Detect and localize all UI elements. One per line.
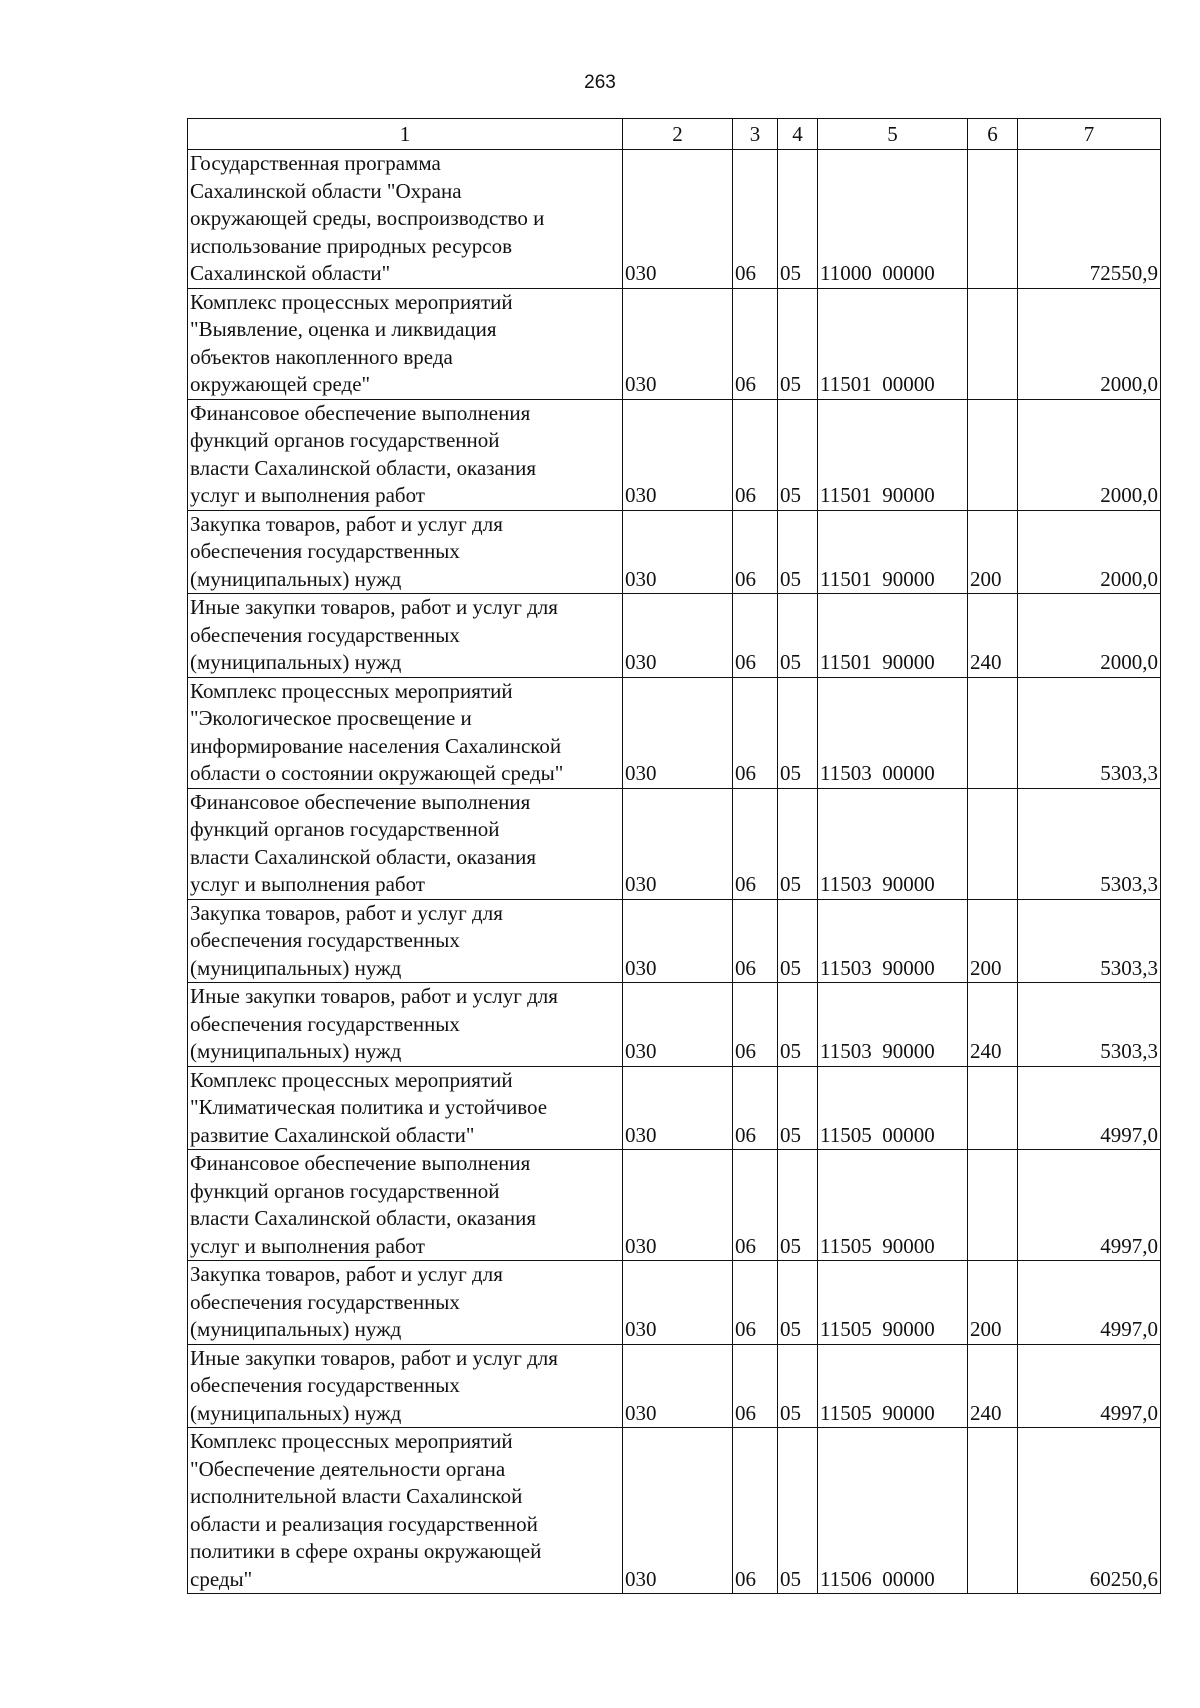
column-header: 3 bbox=[733, 119, 778, 150]
table-row bbox=[188, 399, 1161, 510]
ministry-code-cell: 030 bbox=[623, 788, 733, 899]
row-name-cell: Комплекс процессных мероприятий "Выявление, оценка и ликвидация объектов накопленного вреда окружающей среде" bbox=[188, 288, 623, 399]
expense-type-cell: 240 bbox=[968, 983, 1018, 1067]
row-name-cell: Комплекс процессных мероприятий "Климатическая политика и устойчивое развитие Сахалинской области" bbox=[188, 1066, 623, 1150]
section-code-cell: 06 bbox=[733, 1261, 778, 1345]
ministry-code-cell: 030 bbox=[623, 150, 733, 289]
amount-cell: 2000,0 bbox=[1018, 288, 1161, 399]
column-header: 2 bbox=[623, 119, 733, 150]
ministry-code-cell: 030 bbox=[623, 399, 733, 510]
table-row bbox=[188, 150, 1161, 289]
section-code-cell: 06 bbox=[733, 510, 778, 594]
section-code-cell: 06 bbox=[733, 899, 778, 983]
expense-type-cell bbox=[968, 1150, 1018, 1261]
ministry-code-cell: 030 bbox=[623, 1344, 733, 1428]
row-name-cell: Финансовое обеспечение выполнения функций органов государственной власти Сахалинской области, оказания услуг и выполнения работ bbox=[188, 788, 623, 899]
amount-cell: 2000,0 bbox=[1018, 510, 1161, 594]
row-name-cell: Закупка товаров, работ и услуг для обеспечения государственных (муниципальных) нужд bbox=[188, 1261, 623, 1345]
subsection-code-cell: 05 bbox=[778, 677, 818, 788]
expense-type-cell bbox=[968, 288, 1018, 399]
table-row bbox=[188, 1261, 1161, 1345]
expense-type-cell: 200 bbox=[968, 510, 1018, 594]
section-code-cell: 06 bbox=[733, 788, 778, 899]
section-code-cell: 06 bbox=[733, 1150, 778, 1261]
amount-cell: 5303,3 bbox=[1018, 899, 1161, 983]
ministry-code-cell: 030 bbox=[623, 677, 733, 788]
target-article-cell: 11503 90000 bbox=[818, 788, 968, 899]
subsection-code-cell: 05 bbox=[778, 1261, 818, 1345]
table-header-row bbox=[188, 119, 1161, 150]
target-article-cell: 11000 00000 bbox=[818, 150, 968, 289]
subsection-code-cell: 05 bbox=[778, 1428, 818, 1594]
expense-type-cell: 200 bbox=[968, 1261, 1018, 1345]
ministry-code-cell: 030 bbox=[623, 510, 733, 594]
amount-cell: 4997,0 bbox=[1018, 1066, 1161, 1150]
target-article-cell: 11505 00000 bbox=[818, 1066, 968, 1150]
subsection-code-cell: 05 bbox=[778, 510, 818, 594]
subsection-code-cell: 05 bbox=[778, 788, 818, 899]
target-article-cell: 11505 90000 bbox=[818, 1344, 968, 1428]
expense-type-cell: 240 bbox=[968, 1344, 1018, 1428]
target-article-cell: 11501 90000 bbox=[818, 399, 968, 510]
target-article-cell: 11501 90000 bbox=[818, 510, 968, 594]
budget-table bbox=[187, 118, 1161, 1594]
target-article-cell: 11505 90000 bbox=[818, 1150, 968, 1261]
amount-cell: 4997,0 bbox=[1018, 1150, 1161, 1261]
table-row bbox=[188, 1428, 1161, 1594]
row-name-cell: Иные закупки товаров, работ и услуг для обеспечения государственных (муниципальных) нужд bbox=[188, 983, 623, 1067]
section-code-cell: 06 bbox=[733, 1066, 778, 1150]
table-row bbox=[188, 788, 1161, 899]
row-name-cell: Государственная программа Сахалинской области "Охрана окружающей среды, воспроизводство и использование природных ресурсов Сахалинской области" bbox=[188, 150, 623, 289]
amount-cell: 5303,3 bbox=[1018, 788, 1161, 899]
expense-type-cell bbox=[968, 1066, 1018, 1150]
ministry-code-cell: 030 bbox=[623, 899, 733, 983]
row-name-cell: Закупка товаров, работ и услуг для обеспечения государственных (муниципальных) нужд bbox=[188, 899, 623, 983]
subsection-code-cell: 05 bbox=[778, 983, 818, 1067]
amount-cell: 4997,0 bbox=[1018, 1261, 1161, 1345]
target-article-cell: 11503 90000 bbox=[818, 899, 968, 983]
amount-cell: 5303,3 bbox=[1018, 677, 1161, 788]
target-article-cell: 11505 90000 bbox=[818, 1261, 968, 1345]
expense-type-cell bbox=[968, 788, 1018, 899]
target-article-cell: 11506 00000 bbox=[818, 1428, 968, 1594]
ministry-code-cell: 030 bbox=[623, 1428, 733, 1594]
ministry-code-cell: 030 bbox=[623, 288, 733, 399]
expense-type-cell bbox=[968, 399, 1018, 510]
section-code-cell: 06 bbox=[733, 1428, 778, 1594]
subsection-code-cell: 05 bbox=[778, 288, 818, 399]
row-name-cell: Иные закупки товаров, работ и услуг для обеспечения государственных (муниципальных) нужд bbox=[188, 594, 623, 678]
table-row bbox=[188, 983, 1161, 1067]
table-row bbox=[188, 288, 1161, 399]
row-name-cell: Комплекс процессных мероприятий "Экологическое просвещение и информирование населения Сахалинской области о состоянии окружающей среды" bbox=[188, 677, 623, 788]
section-code-cell: 06 bbox=[733, 288, 778, 399]
target-article-cell: 11503 90000 bbox=[818, 983, 968, 1067]
subsection-code-cell: 05 bbox=[778, 1344, 818, 1428]
table-row bbox=[188, 1066, 1161, 1150]
section-code-cell: 06 bbox=[733, 677, 778, 788]
amount-cell: 5303,3 bbox=[1018, 983, 1161, 1067]
row-name-cell: Финансовое обеспечение выполнения функций органов государственной власти Сахалинской области, оказания услуг и выполнения работ bbox=[188, 1150, 623, 1261]
column-header: 4 bbox=[778, 119, 818, 150]
amount-cell: 72550,9 bbox=[1018, 150, 1161, 289]
table-row bbox=[188, 1150, 1161, 1261]
amount-cell: 4997,0 bbox=[1018, 1344, 1161, 1428]
expense-type-cell bbox=[968, 1428, 1018, 1594]
section-code-cell: 06 bbox=[733, 399, 778, 510]
ministry-code-cell: 030 bbox=[623, 983, 733, 1067]
section-code-cell: 06 bbox=[733, 983, 778, 1067]
table-row bbox=[188, 899, 1161, 983]
column-header: 1 bbox=[188, 119, 623, 150]
ministry-code-cell: 030 bbox=[623, 1066, 733, 1150]
column-header: 6 bbox=[968, 119, 1018, 150]
table-row bbox=[188, 677, 1161, 788]
section-code-cell: 06 bbox=[733, 1344, 778, 1428]
section-code-cell: 06 bbox=[733, 150, 778, 289]
amount-cell: 60250,6 bbox=[1018, 1428, 1161, 1594]
ministry-code-cell: 030 bbox=[623, 1261, 733, 1345]
subsection-code-cell: 05 bbox=[778, 1066, 818, 1150]
row-name-cell: Иные закупки товаров, работ и услуг для обеспечения государственных (муниципальных) нужд bbox=[188, 1344, 623, 1428]
row-name-cell: Комплекс процессных мероприятий "Обеспечение деятельности органа исполнительной власти Сахалинской области и реализация государственной политики в сфере охраны окружающей среды" bbox=[188, 1428, 623, 1594]
expense-type-cell: 200 bbox=[968, 899, 1018, 983]
target-article-cell: 11501 90000 bbox=[818, 594, 968, 678]
amount-cell: 2000,0 bbox=[1018, 594, 1161, 678]
expense-type-cell bbox=[968, 677, 1018, 788]
target-article-cell: 11501 00000 bbox=[818, 288, 968, 399]
amount-cell: 2000,0 bbox=[1018, 399, 1161, 510]
row-name-cell: Закупка товаров, работ и услуг для обеспечения государственных (муниципальных) нужд bbox=[188, 510, 623, 594]
row-name-cell: Финансовое обеспечение выполнения функций органов государственной власти Сахалинской области, оказания услуг и выполнения работ bbox=[188, 399, 623, 510]
expense-type-cell: 240 bbox=[968, 594, 1018, 678]
table-row bbox=[188, 1344, 1161, 1428]
column-header: 5 bbox=[818, 119, 968, 150]
expense-type-cell bbox=[968, 150, 1018, 289]
target-article-cell: 11503 00000 bbox=[818, 677, 968, 788]
ministry-code-cell: 030 bbox=[623, 594, 733, 678]
subsection-code-cell: 05 bbox=[778, 399, 818, 510]
ministry-code-cell: 030 bbox=[623, 1150, 733, 1261]
subsection-code-cell: 05 bbox=[778, 150, 818, 289]
subsection-code-cell: 05 bbox=[778, 899, 818, 983]
page-number: 263 bbox=[584, 72, 616, 93]
subsection-code-cell: 05 bbox=[778, 1150, 818, 1261]
section-code-cell: 06 bbox=[733, 594, 778, 678]
subsection-code-cell: 05 bbox=[778, 594, 818, 678]
column-header: 7 bbox=[1018, 119, 1161, 150]
table-row bbox=[188, 510, 1161, 594]
table-row bbox=[188, 594, 1161, 678]
